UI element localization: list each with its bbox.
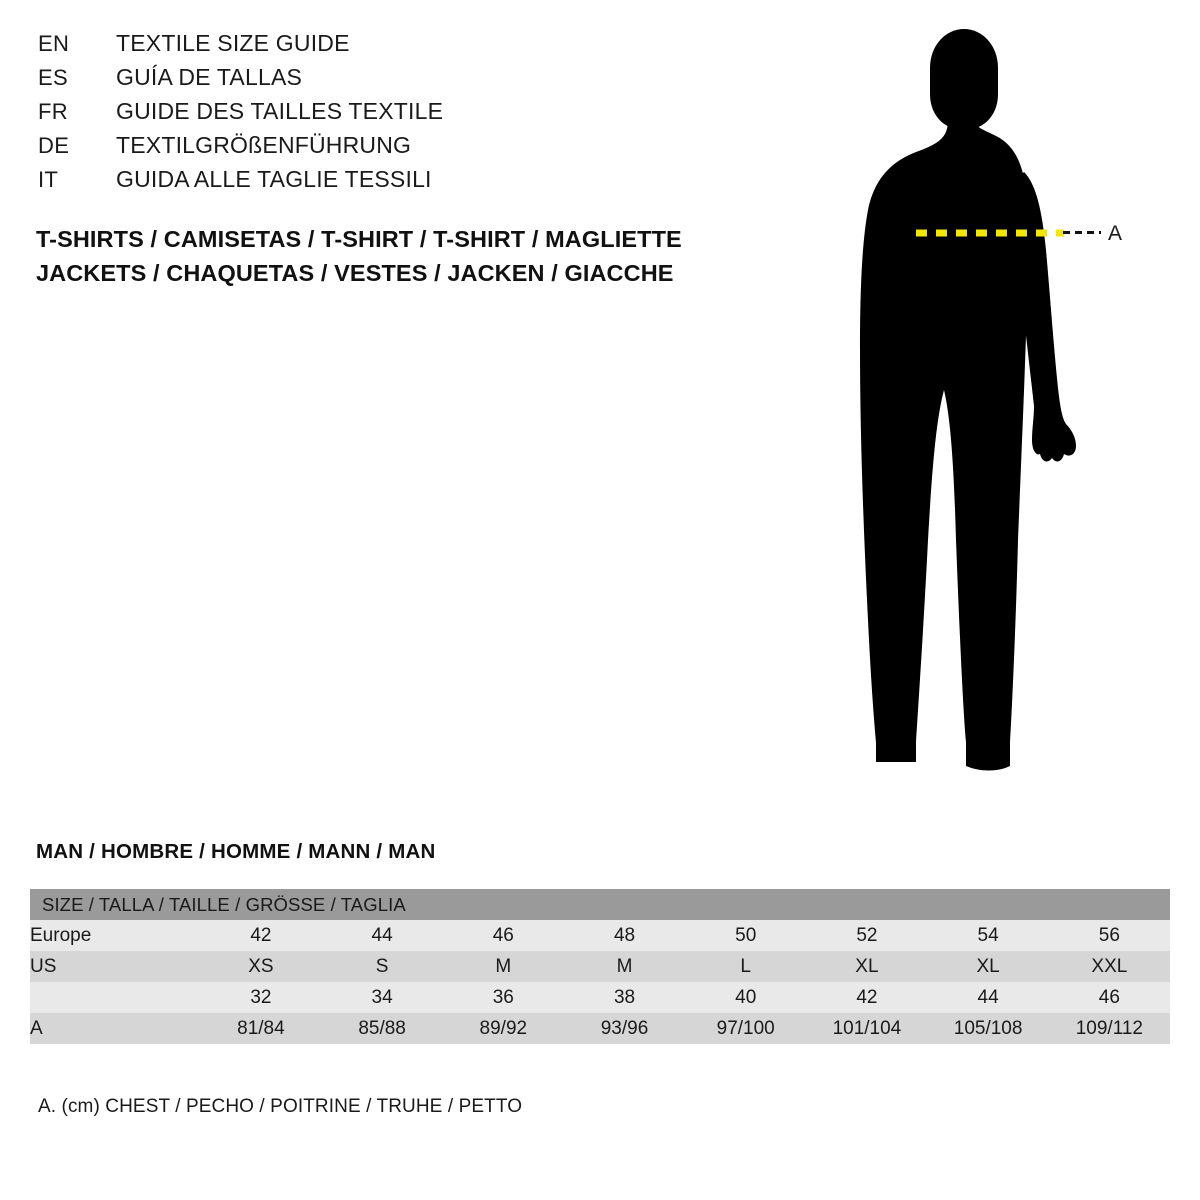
cell-a-5: 97/100 bbox=[685, 1013, 806, 1044]
language-text: GUIDE DES TAILLES TEXTILE bbox=[116, 98, 444, 124]
garment-categories bbox=[36, 222, 796, 290]
body-silhouette-figure bbox=[820, 20, 1180, 790]
cell-us-1: XS bbox=[200, 951, 321, 982]
cell-europe-6: 52 bbox=[806, 920, 927, 951]
size-table bbox=[30, 889, 1170, 1044]
language-text: GUIDA ALLE TAGLIE TESSILI bbox=[116, 166, 432, 192]
cell-europe-4: 48 bbox=[564, 920, 685, 951]
cell-us-2: S bbox=[322, 951, 443, 982]
cell-europe-2: 44 bbox=[322, 920, 443, 951]
cell-a-6: 101/104 bbox=[806, 1013, 927, 1044]
cell-europe-5: 50 bbox=[685, 920, 806, 951]
category-tshirts: T-SHIRTS / CAMISETAS / T-SHIRT / T-SHIRT / MAGLIETTE bbox=[36, 226, 682, 252]
table-header-row bbox=[30, 889, 1170, 920]
cell-europe-1: 42 bbox=[200, 920, 321, 951]
language-row bbox=[38, 166, 758, 200]
cell-us-4: M bbox=[564, 951, 685, 982]
table-row bbox=[30, 1013, 1170, 1044]
language-code: ES bbox=[38, 65, 68, 90]
language-code: FR bbox=[38, 99, 68, 124]
cell-numeric-5: 40 bbox=[685, 982, 806, 1013]
measure-label-a: A bbox=[1108, 222, 1123, 245]
language-text: TEXTILE SIZE GUIDE bbox=[116, 30, 350, 56]
language-list bbox=[38, 30, 758, 200]
language-code: DE bbox=[38, 133, 70, 158]
cell-numeric-2: 34 bbox=[322, 982, 443, 1013]
cell-us-6: XL bbox=[806, 951, 927, 982]
cell-a-4: 93/96 bbox=[564, 1013, 685, 1044]
cell-numeric-4: 38 bbox=[564, 982, 685, 1013]
measure-leader-line bbox=[1063, 231, 1101, 234]
category-jackets: JACKETS / CHAQUETAS / VESTES / JACKEN / GIACCHE bbox=[36, 260, 674, 286]
cell-a-2: 85/88 bbox=[322, 1013, 443, 1044]
language-text: TEXTILGRÖßENFÜHRUNG bbox=[116, 132, 412, 158]
cell-numeric-3: 36 bbox=[443, 982, 564, 1013]
cell-numeric-7: 44 bbox=[928, 982, 1049, 1013]
silhouette-body bbox=[860, 29, 1076, 771]
language-text: GUÍA DE TALLAS bbox=[116, 64, 303, 90]
row-label-a: A bbox=[30, 1013, 200, 1044]
cell-numeric-8: 46 bbox=[1049, 982, 1170, 1013]
table-row bbox=[30, 951, 1170, 982]
cell-a-1: 81/84 bbox=[200, 1013, 321, 1044]
row-label-europe: Europe bbox=[30, 920, 200, 951]
cell-europe-7: 54 bbox=[928, 920, 1049, 951]
table-row bbox=[30, 920, 1170, 951]
language-code: EN bbox=[38, 31, 70, 56]
cell-numeric-6: 42 bbox=[806, 982, 927, 1013]
cell-a-3: 89/92 bbox=[443, 1013, 564, 1044]
cell-us-3: M bbox=[443, 951, 564, 982]
cell-europe-3: 46 bbox=[443, 920, 564, 951]
language-row bbox=[38, 30, 758, 64]
language-row bbox=[38, 98, 758, 132]
cell-numeric-1: 32 bbox=[200, 982, 321, 1013]
language-row bbox=[38, 132, 758, 166]
cell-us-7: XL bbox=[928, 951, 1049, 982]
cell-us-5: L bbox=[685, 951, 806, 982]
table-header-label: SIZE / TALLA / TAILLE / GRÖSSE / TAGLIA bbox=[30, 889, 1170, 920]
cell-us-8: XXL bbox=[1049, 951, 1170, 982]
cell-europe-8: 56 bbox=[1049, 920, 1170, 951]
table-row bbox=[30, 982, 1170, 1013]
row-label-us: US bbox=[30, 951, 200, 982]
cell-a-8: 109/112 bbox=[1049, 1013, 1170, 1044]
row-label-numeric bbox=[30, 982, 200, 1013]
table-section-title: MAN / HOMBRE / HOMME / MANN / MAN bbox=[36, 840, 436, 863]
language-row bbox=[38, 64, 758, 98]
language-code: IT bbox=[38, 167, 59, 192]
table-footnote: A. (cm) CHEST / PECHO / POITRINE / TRUHE / PETTO bbox=[38, 1096, 523, 1117]
cell-a-7: 105/108 bbox=[928, 1013, 1049, 1044]
